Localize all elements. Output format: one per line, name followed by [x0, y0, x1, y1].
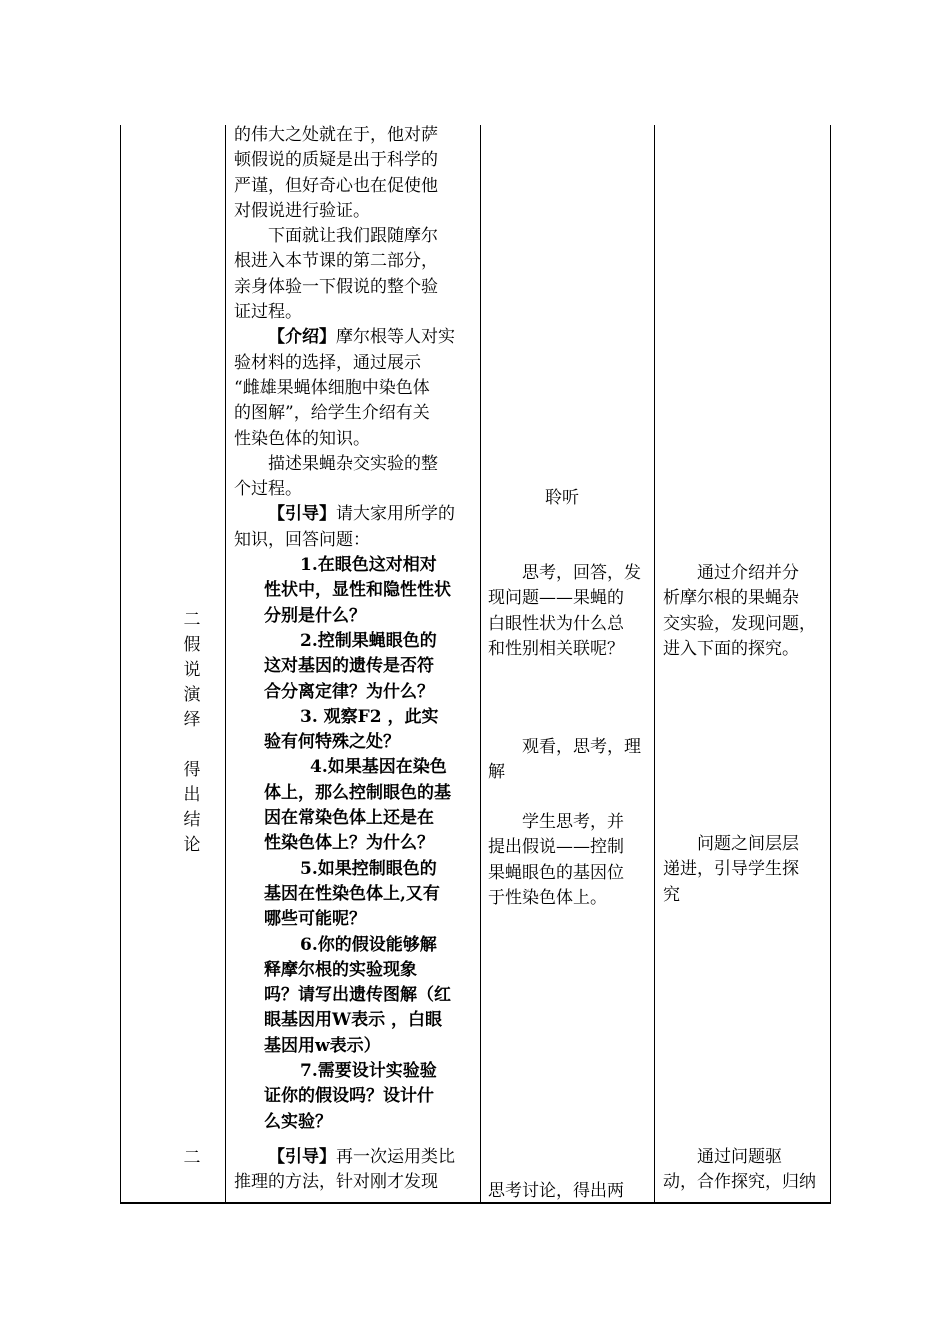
- question-line: 7.需要设计实验验: [300, 1060, 437, 1081]
- question-line: 5.如果控制眼色的: [300, 858, 437, 879]
- question-line: 哪些可能呢？: [264, 909, 366, 930]
- table-border-bottom: [120, 1202, 831, 1204]
- section-char: 出: [183, 785, 201, 805]
- table-border-col3: [480, 125, 481, 1203]
- text-line: 亲身体验一下假说的整个验: [234, 276, 438, 297]
- table-border-right: [830, 125, 831, 1203]
- question-line: 分别是什么？: [264, 605, 366, 626]
- section-char: 演: [183, 685, 201, 705]
- section-char: 得: [183, 760, 201, 780]
- text-line: 摩尔根等人对实: [336, 327, 455, 348]
- text-line: 严谨，但好奇心也在促使他: [234, 175, 438, 196]
- text-line: 动，合作探究，归纳: [663, 1172, 816, 1193]
- section-char: 假: [183, 635, 201, 655]
- question-line: 2.控制果蝇眼色的: [300, 630, 437, 651]
- text-line: 于性染色体上。: [488, 887, 607, 908]
- text-line: 再一次运用类比: [336, 1147, 455, 1167]
- student-think-block: [488, 561, 652, 662]
- question-list: [234, 553, 476, 1135]
- table-border-col4: [654, 125, 655, 1203]
- table-border-left: [120, 125, 121, 1203]
- question-line: 性染色体上？为什么？: [264, 833, 434, 854]
- question-line: 性状中，显性和隐性性状: [264, 580, 451, 601]
- design-drive-block: [663, 1145, 828, 1196]
- text-line: 推理的方法，针对刚才发现: [234, 1172, 438, 1193]
- question-line: 眼基因用W表示 ，白眼: [264, 1010, 443, 1031]
- text-line: 的伟大之处就在于，他对萨: [234, 125, 438, 145]
- question-line: 基因在性染色体上,又有: [264, 883, 440, 904]
- section-label: [177, 608, 207, 858]
- text-line: 递进，引导学生探: [663, 859, 799, 880]
- question-line: 吗？请写出遗传图解（红: [264, 985, 451, 1006]
- question-line: 证你的假设吗？设计什: [264, 1086, 434, 1107]
- design-layers-block: [663, 832, 828, 908]
- text-line: 根进入本节课的第二部分，: [234, 251, 438, 272]
- question-line: 这对基因的遗传是否符: [264, 656, 434, 677]
- section2-label: 二: [183, 1148, 201, 1168]
- text-line: 对假说进行验证。: [234, 200, 370, 221]
- guide-tag: 【引导】: [268, 504, 336, 525]
- intro-tag: 【介绍】: [268, 327, 336, 348]
- question-line: 验有何特殊之处？: [264, 732, 400, 753]
- question-line: 么实验？: [264, 1111, 332, 1132]
- teacher-activity-cell: [234, 123, 476, 1135]
- text-line: 果蝇眼色的基因位: [488, 862, 624, 883]
- text-line: 请大家用所学的: [336, 504, 455, 525]
- text-line: 进入下面的探究。: [663, 638, 799, 659]
- text-line: 的图解”，给学生介绍有关: [234, 403, 430, 424]
- student-listen: 聆听: [545, 488, 579, 508]
- guide-paragraph: [234, 502, 476, 527]
- question-line: 6.你的假设能够解: [300, 934, 437, 955]
- text-line: 个过程。: [234, 479, 302, 500]
- question-line: 因在常染色体上还是在: [264, 808, 434, 829]
- question-line: 释摩尔根的实验现象: [264, 959, 417, 980]
- text-line: 通过介绍并分: [697, 563, 799, 583]
- text-line: 顿假说的质疑是出于科学的: [234, 150, 438, 171]
- intro-paragraph: [234, 325, 476, 350]
- section-char: 说: [183, 660, 201, 680]
- section-char: 二: [183, 610, 201, 630]
- question-line: 基因用w表示）: [264, 1035, 381, 1056]
- section-char: 绎: [183, 710, 201, 730]
- text-line: 解: [488, 762, 505, 783]
- teacher-activity-cell-2: [234, 1145, 476, 1196]
- text-line: 析摩尔根的果蝇杂: [663, 588, 799, 609]
- section-char: [177, 733, 207, 758]
- text-line: 思考，回答，发: [522, 563, 641, 583]
- text-line: 通过问题驱: [697, 1147, 782, 1167]
- student-hypothesis-block: [488, 810, 652, 911]
- guide2-tag: 【引导】: [268, 1147, 336, 1167]
- text-line: “雌雄果蝇体细胞中染色体: [234, 377, 430, 398]
- text-line: 白眼性状为什么总: [488, 613, 624, 634]
- design-intro-block: [663, 561, 828, 662]
- question-line: 4.如果基因在染色: [310, 757, 447, 778]
- question-line: 1.在眼色这对相对: [300, 555, 437, 576]
- question-line: 合分离定律？为什么？: [264, 681, 434, 702]
- text-line: 和性别相关联呢？: [488, 638, 624, 659]
- question-line: 体上，那么控制眼色的基: [264, 782, 451, 803]
- question-line: 3. 观察F2 ，此实: [300, 706, 439, 727]
- text-line: 交实验，发现问题，: [663, 613, 816, 634]
- student-discuss: 思考讨论，得出两: [488, 1181, 624, 1201]
- text-line: 学生思考，并: [522, 812, 624, 832]
- text-line: 问题之间层层: [697, 834, 799, 854]
- student-watch-block: [488, 735, 652, 786]
- text-line: 观看，思考，理: [522, 737, 641, 757]
- table-border-col2: [225, 125, 226, 1203]
- text-line: 下面就让我们跟随摩尔: [268, 226, 438, 247]
- text-line: 现问题——果蝇的: [488, 588, 624, 609]
- text-line: 描述果蝇杂交实验的整: [268, 453, 438, 474]
- text-line: 性染色体的知识。: [234, 428, 370, 449]
- text-line: 证过程。: [234, 302, 302, 323]
- section-char: 结: [183, 810, 201, 830]
- text-line: 究: [663, 884, 680, 905]
- text-line: 验材料的选择，通过展示: [234, 352, 421, 373]
- text-line: 提出假说——控制: [488, 837, 624, 858]
- section-char: 论: [183, 835, 201, 855]
- guide2-paragraph: [234, 1145, 476, 1170]
- text-line: 知识，回答问题：: [234, 529, 370, 550]
